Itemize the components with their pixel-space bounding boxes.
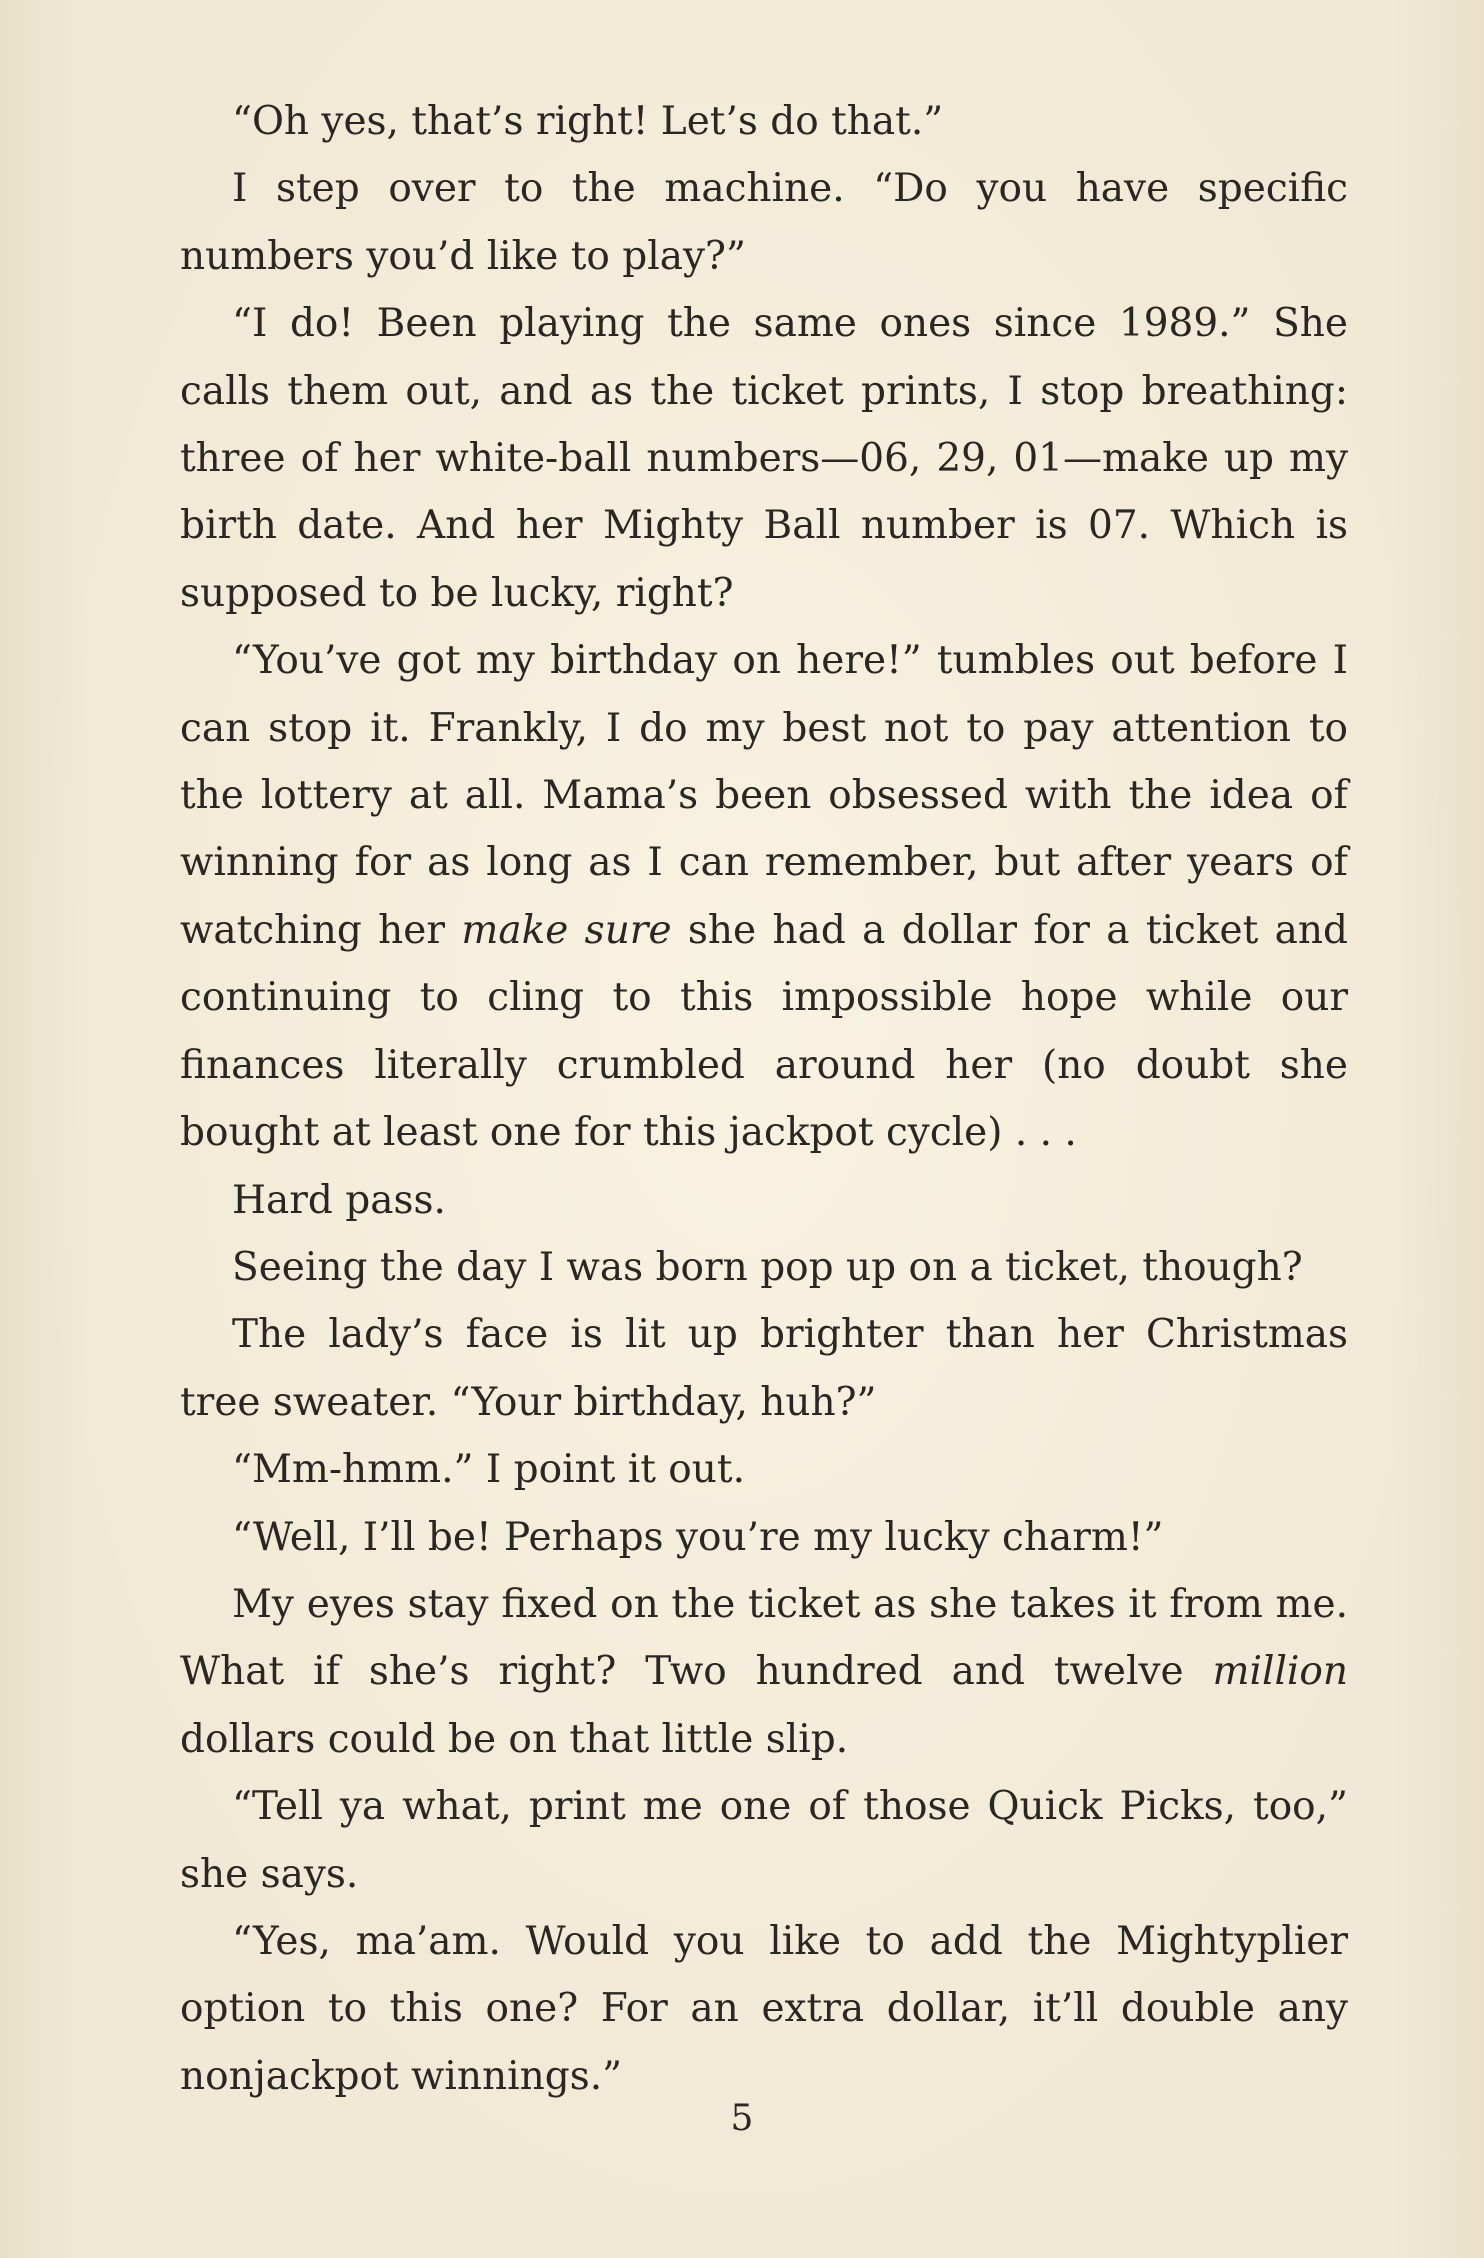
paragraph: The lady’s face is lit up brighter than her Christmas tree sweater. “Your birthday, huh?” — [180, 1312, 1348, 1425]
paragraph: I step over to the machine. “Do you have specific numbers you’d like to play?” — [180, 166, 1348, 279]
paragraph: “Mm-hmm.” I point it out. — [232, 1447, 745, 1493]
paragraph: “Oh yes, that’s right! Let’s do that.” — [232, 99, 944, 144]
paragraph: “Yes, ma’am. Would you like to add the Mightyplier option to this one? For an extra dollar, it’ll double any nonjackpot winnings.” — [180, 1918, 1348, 2099]
body-text — [180, 88, 1348, 2110]
paragraph: Hard pass. — [232, 1177, 446, 1223]
emphasis-text: make sure — [461, 907, 672, 953]
paragraph: My eyes stay fixed on the ticket as she takes it from me. What if she’s right? Two hundred and twelve million dollars could be on that little slip. — [180, 1581, 1348, 1762]
page-number: 5 — [730, 2098, 754, 2139]
paragraph: “You’ve got my birthday on here!” tumbles out before I can stop it. Frankly, I do my best not to pay attention to the lottery at all. Mama’s been obsessed with the idea of winning for as long as I can remember, but after years of watching her make sure she had a dollar for a ticket and continuing to cling to this impossible hope while our finances literally crumbled around her (no doubt she bought at least one for this jackpot cycle) . . . — [180, 638, 1348, 1156]
emphasis-text: million — [1212, 1649, 1348, 1695]
paragraph: “Tell ya what, print me one of those Quick Picks, too,” she says. — [180, 1784, 1348, 1897]
paragraph: “Well, I’ll be! Perhaps you’re my lucky charm!” — [232, 1514, 1164, 1560]
paragraph: Seeing the day I was born pop up on a ticket, though? — [232, 1244, 1303, 1290]
paragraph: “I do! Been playing the same ones since 1989.” She calls them out, and as the ticket prints, I stop breathing: three of her white-ball numbers—06, 29, 01—make up my birth date. And her Mighty Ball number is 07. Which is supposed to be lucky, right? — [180, 301, 1348, 616]
